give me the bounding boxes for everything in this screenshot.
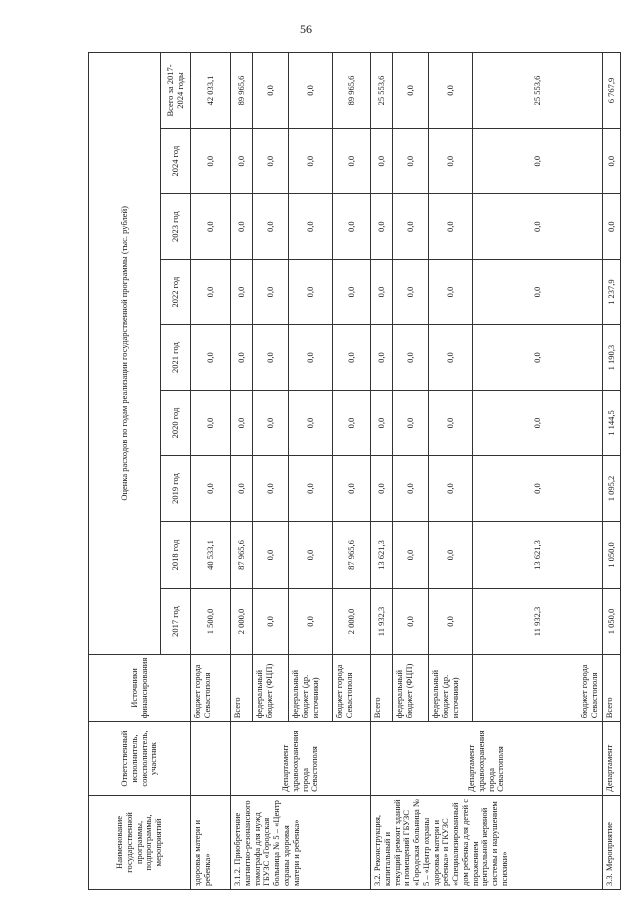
cell-value: 0,0	[289, 589, 333, 654]
cell-value: 0,0	[191, 259, 231, 324]
cell-value: 0,0	[231, 456, 253, 521]
cell-value: 87 965,6	[231, 521, 253, 589]
cell-value: 0,0	[289, 128, 333, 193]
cell-value: 0,0	[253, 521, 289, 589]
cell-value: 0,0	[333, 390, 371, 455]
cell-source: Всего	[371, 654, 393, 722]
cell-value: 0,0	[333, 259, 371, 324]
cell-value: 0,0	[429, 521, 473, 589]
cell-total: 89 965,6	[333, 53, 371, 129]
cell-source: федеральный бюджет (др. источники)	[289, 654, 333, 722]
cell-source: бюджет города Севастополя	[191, 654, 231, 722]
table-row	[603, 53, 621, 890]
cell-value: 0,0	[253, 589, 289, 654]
cell-value: 0,0	[289, 456, 333, 521]
cell-value: 0,0	[231, 390, 253, 455]
cell-source: бюджет города Севастополя	[333, 654, 371, 722]
table-row	[371, 53, 393, 890]
cell-value: 0,0	[473, 128, 603, 193]
cell-value: 0,0	[289, 390, 333, 455]
header-group: Оценка расходов по годам реализации государственной программы (тыс. рублей)	[89, 53, 161, 655]
cell-source: федеральный бюджет (ФЦП)	[253, 654, 289, 722]
cell-value: 0,0	[429, 128, 473, 193]
cell-value: 0,0	[333, 128, 371, 193]
cell-value: 0,0	[603, 194, 621, 259]
cell-value: 1 144,5	[603, 390, 621, 455]
cell-value: 0,0	[333, 325, 371, 390]
cell-value: 0,0	[393, 194, 429, 259]
cell-value: 87 965,6	[333, 521, 371, 589]
cell-name: здоровья матери и ребенка»	[191, 795, 231, 889]
cell-source: федеральный бюджет (др. источники)	[429, 654, 473, 722]
cell-value: 0,0	[289, 194, 333, 259]
header-source: Источники финансирования	[89, 654, 191, 722]
cell-value: 0,0	[253, 456, 289, 521]
cell-responsible	[191, 722, 231, 796]
cell-value: 40 533,1	[191, 521, 231, 589]
cell-value: 0,0	[231, 325, 253, 390]
cell-source: федеральный бюджет (ФЦП)	[393, 654, 429, 722]
cell-value: 1 050,0	[603, 521, 621, 589]
cell-value: 0,0	[191, 128, 231, 193]
cell-value: 0,0	[289, 521, 333, 589]
cell-value: 0,0	[231, 259, 253, 324]
cell-value: 0,0	[429, 456, 473, 521]
cell-value: 0,0	[473, 456, 603, 521]
cell-value: 13 621,3	[473, 521, 603, 589]
cell-total: 0,0	[429, 53, 473, 129]
cell-value: 0,0	[473, 194, 603, 259]
cell-value: 13 621,3	[371, 521, 393, 589]
cell-value: 0,0	[429, 589, 473, 654]
header-year: 2022 год	[161, 259, 191, 324]
cell-value: 0,0	[473, 259, 603, 324]
cell-value: 2 000,0	[333, 589, 371, 654]
budget-table	[88, 52, 621, 890]
table-container	[88, 52, 618, 890]
cell-name: 3.1.2. Приобретение магнитно-резонансного томографа для нужд ГБУЗС «Городская больница № 5 – «Центр охраны здоровья матери и ребенка»	[231, 795, 371, 889]
cell-value: 0,0	[371, 325, 393, 390]
cell-value: 0,0	[429, 259, 473, 324]
header-year: 2018 год	[161, 521, 191, 589]
cell-value: 0,0	[429, 390, 473, 455]
header-year: 2020 год	[161, 390, 191, 455]
cell-responsible: Департамент здравоохранения города Севастополя	[231, 722, 371, 796]
cell-name: 3.3. Мероприятие	[603, 795, 621, 889]
cell-total: 25 553,6	[473, 53, 603, 129]
cell-value: 1 050,0	[603, 589, 621, 654]
cell-value: 0,0	[289, 259, 333, 324]
cell-value: 0,0	[371, 456, 393, 521]
cell-value: 0,0	[603, 128, 621, 193]
cell-value: 11 932,3	[473, 589, 603, 654]
header-year: 2019 год	[161, 456, 191, 521]
cell-value: 1 095,2	[603, 456, 621, 521]
cell-value: 0,0	[393, 521, 429, 589]
cell-value: 1 500,0	[191, 589, 231, 654]
cell-value: 1 190,3	[603, 325, 621, 390]
cell-total: 0,0	[289, 53, 333, 129]
header-responsible: Ответственный исполнитель, соисполнитель, участник	[89, 722, 191, 796]
cell-value: 0,0	[231, 128, 253, 193]
cell-total: 42 033,1	[191, 53, 231, 129]
cell-value: 0,0	[429, 194, 473, 259]
cell-value: 0,0	[289, 325, 333, 390]
table-row	[191, 53, 231, 890]
cell-value: 0,0	[191, 390, 231, 455]
cell-value: 0,0	[371, 390, 393, 455]
header-total: Всего за 2017-2024 годы	[161, 53, 191, 129]
cell-value: 0,0	[333, 456, 371, 521]
cell-value: 0,0	[371, 128, 393, 193]
header-year: 2021 год	[161, 325, 191, 390]
cell-source: Всего	[603, 654, 621, 722]
cell-responsible: Департамент здравоохранения города Севастополя	[371, 722, 603, 796]
cell-value: 0,0	[393, 589, 429, 654]
cell-value: 2 000,0	[231, 589, 253, 654]
cell-value: 0,0	[191, 325, 231, 390]
cell-value: 11 932,3	[371, 589, 393, 654]
cell-value: 0,0	[253, 259, 289, 324]
cell-value: 0,0	[393, 325, 429, 390]
cell-source: бюджет города Севастополя	[473, 654, 603, 722]
cell-value: 0,0	[253, 128, 289, 193]
header-year: 2023 год	[161, 194, 191, 259]
cell-total: 0,0	[253, 53, 289, 129]
cell-value: 0,0	[371, 259, 393, 324]
cell-total: 0,0	[393, 53, 429, 129]
cell-value: 0,0	[253, 325, 289, 390]
cell-responsible: Департамент	[603, 722, 621, 796]
cell-value: 0,0	[253, 194, 289, 259]
cell-value: 1 237,9	[603, 259, 621, 324]
cell-value: 0,0	[393, 128, 429, 193]
header-year: 2024 год	[161, 128, 191, 193]
cell-value: 0,0	[393, 259, 429, 324]
cell-value: 0,0	[333, 194, 371, 259]
cell-value: 0,0	[191, 194, 231, 259]
cell-total: 6 767,9	[603, 53, 621, 129]
cell-value: 0,0	[473, 390, 603, 455]
cell-value: 0,0	[473, 325, 603, 390]
cell-name: 3.2. Реконструкция, капитальный и текущий ремонт зданий и помещений ГБУЗС «Городская больница № 5 – «Центр охраны здоровья матери и ребенка» и ГКУЗС «Специализированный дом ребенка для детей с поражением центральной нервной системы и нарушением психики»	[371, 795, 603, 889]
cell-value: 0,0	[253, 390, 289, 455]
cell-value: 0,0	[393, 456, 429, 521]
header-name: Наименование государственной программы, подпрограммы, мероприятий	[89, 795, 191, 889]
table-row	[231, 53, 253, 890]
cell-total: 25 553,6	[371, 53, 393, 129]
header-year: 2017 год	[161, 589, 191, 654]
cell-source: Всего	[231, 654, 253, 722]
cell-value: 0,0	[429, 325, 473, 390]
cell-value: 0,0	[231, 194, 253, 259]
cell-value: 0,0	[393, 390, 429, 455]
page-number: 56	[300, 22, 312, 36]
cell-value: 0,0	[191, 456, 231, 521]
cell-value: 0,0	[371, 194, 393, 259]
cell-total: 89 965,6	[231, 53, 253, 129]
